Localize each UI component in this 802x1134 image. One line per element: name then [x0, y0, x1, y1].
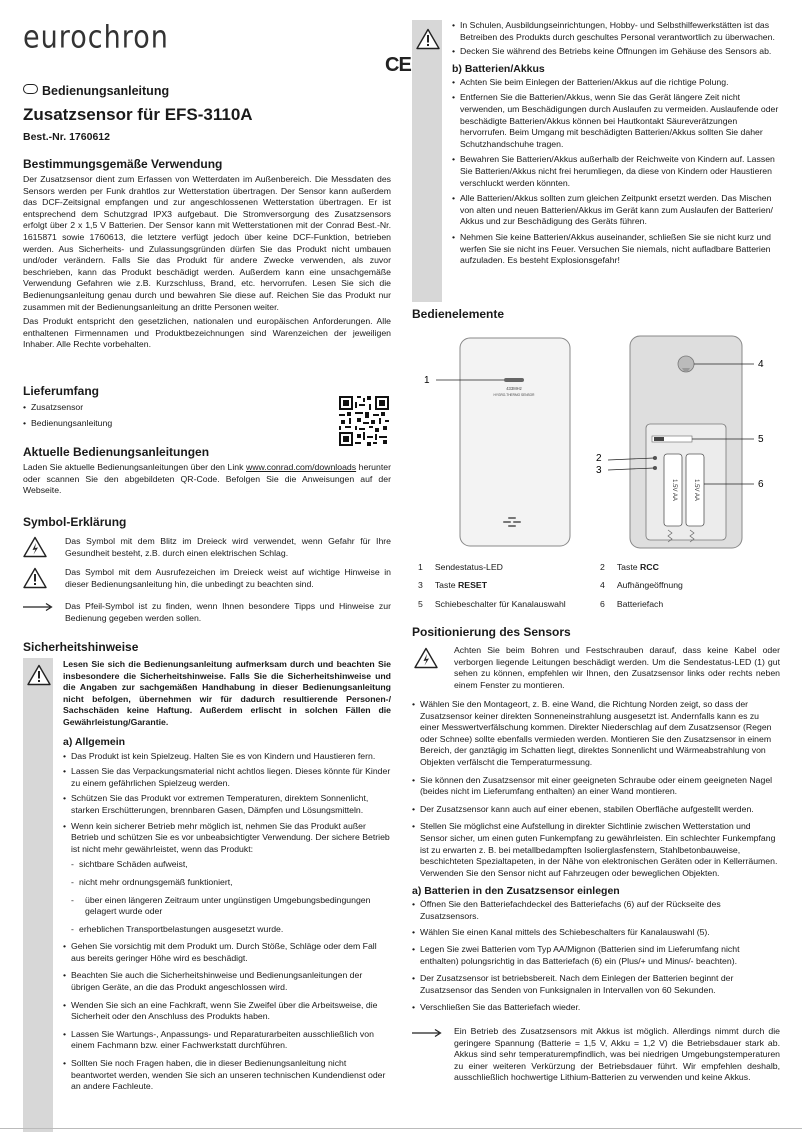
legend-bold: RESET — [458, 580, 487, 590]
list-item: • Zusatzsensor — [23, 402, 313, 414]
manuals-heading: Aktuelle Bedienungsanleitungen — [23, 445, 210, 459]
safety-section — [23, 640, 391, 654]
general-heading: a) Allgemein — [63, 735, 126, 748]
controls-heading: Bedienelemente — [412, 307, 505, 321]
manuals-section — [23, 445, 391, 497]
list-item: • Das Produkt ist kein Spielzeug. Halten Sie es von Kindern und Haustieren fern. — [63, 751, 391, 763]
de-oval-icon — [23, 84, 38, 94]
intended-use-section — [23, 157, 391, 351]
callout-4: 4 — [758, 359, 764, 370]
list-item: • Bewahren Sie Batterien/Akkus außerhalb der Reichweite von Kindern auf. Lassen Sie Batterien/Akkus nicht frei herumliegen, da diese von Kindern oder Haustieren verschluckt werden könnten. — [452, 154, 780, 189]
safety-continued-bar — [412, 20, 442, 302]
conditions-list — [63, 859, 391, 935]
callout-1: 1 — [424, 375, 430, 386]
exclamation-warning-icon — [23, 567, 47, 589]
battery-insert-heading: a) Batterien in den Zusatzsensor einlegen — [412, 885, 620, 898]
list-item: • Achten Sie beim Einlegen der Batterien/Akkus auf die richtige Polung. — [452, 77, 780, 89]
list-item: - über einen längeren Zeitraum unter ungünstigen Umgebungsbedingungen gelagert wurde oder — [71, 895, 391, 918]
scope-list — [23, 402, 313, 429]
list-item: • Sie können den Zusatzsensor mit einer geeigneten Schraube oder einem geeigneten Nagel (beides nicht im Lieferumfang enthalten) an einer Wand montieren. — [412, 775, 780, 798]
legend-text: Sendestatus-LED — [434, 562, 503, 572]
lightning-warning-icon — [23, 536, 47, 558]
list-item: • Bedienungsanleitung — [23, 418, 313, 430]
callout-3: 3 — [596, 465, 602, 476]
sensor-back — [630, 336, 742, 548]
tip-text: Ein Betrieb des Zusatzsensors mit Akkus ist möglich. Allerdings nimmt durch die geringere Spannung (Batterie = 1,5 V, Akku = 1,2 V) die Betriebsdauer stark ab. Akkus sind sehr temperaturempfindlich, was bei niedrigen Umgebungstemperaturen zu einer weiteren Verkürzung der Betriebsdauer führt. Wir empfehlen deshalb, ausschließlich hochwertige Lithium-Batterien zu verwenden und keine Akkus. — [454, 1026, 780, 1083]
battery-safety-heading: b) Batterien/Akkus — [452, 62, 545, 75]
positioning-list — [412, 699, 780, 879]
list-item: • In Schulen, Ausbildungseinrichtungen, Hobby- und Selbsthilfewerkstätten ist das Betreiben des Produkts durch geschultes Personal verantwortlich zu überwachen. — [452, 20, 780, 43]
tip-row — [412, 1026, 780, 1086]
legend-num: 3 — [418, 580, 423, 590]
positioning-warning-text: Achten Sie beim Bohren und Festschrauben darauf, dass keine Kabel oder verborgen liegende Leitungen beschädigt werden. Um die Sendestatus-LED (1) gut sehen zu können, empfehlen wir Ihnen, den Zusatzsensor links oder rechts neben einem Fenster zu montieren. — [454, 645, 780, 690]
list-item: • Der Zusatzsensor ist betriebsbereit. Nach dem Einlegen der Batterien beginnt der Zusatzsensor das Senden von Funksignalen in Intervallen von 60 Sekunden. — [412, 973, 780, 996]
list-item: • Lassen Sie Wartungs-, Anpassungs- und Reparaturarbeiten ausschließlich von einem Fachmann bzw. einer Fachwerkstatt durchführen. — [63, 1029, 391, 1052]
legend-num: 1 — [418, 562, 423, 572]
legend-num: 2 — [600, 562, 605, 572]
legend-item-6 — [600, 599, 663, 610]
legend-text: Aufhängeöffnung — [616, 580, 683, 590]
device-illustration — [412, 332, 780, 570]
list-item: • Öffnen Sie den Batteriefachdeckel des Batteriefachs (6) auf der Rückseite des Zusatzsensors. — [412, 899, 780, 922]
positioning-warning — [412, 645, 780, 693]
intended-use-p2: Das Produkt entspricht den gesetzlichen, nationalen und europäischen Anforderungen. Alle enthaltenen Firmennamen und Produktbezeichnungen sind Warenzeichen der jeweiligen Inhaber. Alle Rechte vorbehalten. — [23, 316, 391, 350]
general-list-2 — [63, 941, 391, 1093]
safety-warning-bar — [23, 658, 53, 1132]
general-list — [63, 751, 391, 856]
legend-item-3 — [418, 580, 487, 591]
order-number: Best.-Nr. 1760612 — [23, 131, 110, 143]
legend-num: 5 — [418, 599, 423, 609]
exclamation-warning-icon — [416, 28, 440, 50]
page-title: Zusatzsensor für EFS-3110A — [23, 105, 253, 124]
list-item: - sichtbare Schäden aufweist, — [71, 859, 391, 871]
doc-type-label: Bedienungsanleitung — [42, 84, 170, 98]
legend-bold: RCC — [640, 562, 659, 572]
sensor-front — [460, 338, 570, 546]
list-item: • Sollten Sie noch Fragen haben, die in dieser Bedienungsanleitung nicht beantwortet werden, wenden Sie sich an unseren technischen Kundendienst oder an andere Fachleute. — [63, 1058, 391, 1093]
callout-6: 6 — [758, 479, 764, 490]
list-item: - nicht mehr ordnungsgemäß funktioniert, — [71, 877, 391, 889]
intended-use-heading: Bestimmungsgemäße Verwendung — [23, 157, 223, 171]
callout-5: 5 — [758, 434, 764, 445]
left-column — [23, 20, 411, 1092]
legend-item-1 — [418, 562, 503, 573]
battery-safety-list — [452, 77, 780, 267]
legend-text: Batteriefach — [616, 599, 664, 609]
manuals-text-before: Laden Sie aktuelle Bedienungsanleitungen über den Link — [23, 462, 246, 472]
manuals-text-after: herunter oder scannen Sie den abgebildeten QR-Code. Befolgen Sie die Anweisungen auf der Webseite. — [23, 462, 391, 496]
list-item: • Verschließen Sie das Batteriefach wieder. — [412, 1002, 780, 1014]
symbol-arrow-row — [23, 601, 391, 631]
legend-item-4 — [600, 580, 683, 591]
downloads-link[interactable]: www.conrad.com/downloads — [245, 462, 357, 472]
tip-arrow-icon — [23, 602, 53, 612]
legend-text: Taste — [434, 580, 459, 590]
list-item: • Wählen Sie den Montageort, z. B. eine Wand, die Richtung Norden zeigt, so dass der Zusatzsensor keiner direkten Sonneneinstrahlung ausgesetzt ist. Andernfalls kann es zu einer Messwertverfälschung kommen. Direkter Niederschlag auf dem Zusatzsensor (Regen oder Schnee) sollte ebenfalls vermieden werden. Montieren Sie den Zusatzsensor in einem Bereich, der ganztägig im Schatten liegt, direktes Sonnenlicht und Wärmeabstrahlung von Objekten verfälscht die Temperaturmessung. — [412, 699, 780, 769]
list-item: • Alle Batterien/Akkus sollten zum gleichen Zeitpunkt ersetzt werden. Das Mischen von alten und neuen Batterien/Akkus im Gerät kann zum Auslaufen der Batterien/ Akkus und zur Beschädigung des Geräts führen. — [452, 193, 780, 228]
callout-2: 2 — [596, 453, 602, 464]
legend-item-2 — [600, 562, 659, 573]
symbol-arrow-text: Das Pfeil-Symbol ist zu finden, wenn Ihnen besondere Tipps und Hinweise zur Bedienung gegeben werden sollen. — [65, 601, 391, 623]
safety-body — [63, 659, 391, 1093]
front-label-2: HYGRO-THERMO SENSOR — [493, 393, 535, 397]
battery-label-2: 1.5V AA — [693, 479, 699, 501]
legend-text: Taste — [616, 562, 641, 572]
legend-num: 4 — [600, 580, 605, 590]
battery-label-1: 1.5V AA — [671, 479, 677, 501]
symbols-section — [23, 515, 391, 529]
list-item: • Gehen Sie vorsichtig mit dem Produkt um. Durch Stöße, Schläge oder dem Fall aus bereits geringer Höhe wird es beschädigt. — [63, 941, 391, 964]
positioning-heading: Positionierung des Sensors — [412, 625, 571, 639]
lightning-warning-icon — [414, 647, 438, 669]
list-item: • Schützen Sie das Produkt vor extremen Temperaturen, direktem Sonnenlicht, starken Erschütterungen, brennbaren Gasen, Dämpfen und Lösungsmitteln. — [63, 793, 391, 816]
qr-code[interactable] — [339, 396, 389, 446]
legend-item-5 — [418, 599, 566, 610]
symbol-exclamation-text: Das Symbol mit dem Ausrufezeichen im Dreieck weist auf wichtige Hinweise in dieser Bedienungsanleitung hin, die unbedingt zu beachten sind. — [65, 567, 391, 589]
list-item: - erheblichen Transportbelastungen ausgesetzt wurde. — [71, 924, 391, 936]
positioning-list-block — [412, 699, 780, 1014]
safety-heading: Sicherheitshinweise — [23, 640, 139, 654]
list-item: • Der Zusatzsensor kann auch auf einer ebenen, stabilen Oberfläche aufgestellt werden. — [412, 804, 780, 816]
controls-section — [412, 307, 780, 321]
list-item: • Lassen Sie das Verpackungsmaterial nicht achtlos liegen. Dieses könnte für Kinder zu einem gefährlichen Spielzeug werden. — [63, 766, 391, 789]
list-item: • Wählen Sie einen Kanal mittels des Schiebeschalters für Kanalauswahl (5). — [412, 927, 780, 939]
symbol-lightning-text: Das Symbol mit dem Blitz im Dreieck wird verwendet, wenn Gefahr für Ihre Gesundheit besteht, z.B. durch einen elektrischen Schlag. — [65, 536, 391, 558]
safety-continued-body — [452, 20, 780, 267]
safety-intro: Lesen Sie sich die Bedienungsanleitung aufmerksam durch und beachten Sie insbesondere die Sicherheitshinweise. Falls Sie die Sicherheitshinweise und die Angaben zur sachgemäßen Handhabung in dieser Bedienungsanleitung nicht befolgen, übernehmen wir für dadurch resultierende Personen-/ Sachschäden keine Haftung. Außerdem erlischt in solchen Fällen die Gewährleistung/Garantie. — [63, 659, 391, 727]
battery-insert-list — [412, 899, 780, 1014]
symbol-lightning-row — [23, 536, 391, 566]
status-led — [504, 378, 524, 382]
list-item: • Wenden Sie sich an eine Fachkraft, wenn Sie Zweifel über die Arbeitsweise, die Sicherheit oder den Anschluss des Produkts haben. — [63, 1000, 391, 1023]
list-item: • Stellen Sie möglichst eine Aufstellung in direkter Sichtlinie zwischen Wetterstation und Sensor sicher, um einen guten Funkempfang zu gewährleisten. Ein schlechter Funkempfang ist zu erwarten z. B. bei metallbedampften Isolierglasfenstern, Stahlbetonbauweise, beschichteten Spezialtapeten, in der Nähe von elektronischen Geräten oder in Kellerräumen. Verwenden Sie den Sensor nicht auf Fahrzeugen oder beweglichen Objekten. — [412, 821, 780, 879]
scope-heading: Lieferumfang — [23, 384, 100, 398]
exclamation-warning-icon — [27, 664, 51, 686]
legend-text: Schiebeschalter für Kanalauswahl — [434, 599, 566, 609]
list-item: • Beachten Sie auch die Sicherheitshinweise und Bedienungsanleitungen der übrigen Geräte, an die das Produkt angeschlossen wird. — [63, 970, 391, 993]
manuals-text — [23, 462, 391, 497]
general-list-3 — [452, 20, 780, 58]
list-item: • Decken Sie während des Betriebs keine Öffnungen im Gehäuse des Sensors ab. — [452, 46, 780, 58]
footer-divider — [0, 1128, 802, 1129]
intended-use-p1: Der Zusatzsensor dient zum Erfassen von Wetterdaten im Außenbereich. Die Messdaten des Sensors werden per Funk drahtlos zur Wetterstation übertragen. Der Sensor kann außerdem das DCF-Zeitsignal empfangen und zur angeschlossenen Wetterstation übertragen. Er ist entsprechend dem Schutzgrad IPX3 aufgebaut. Die Stromversorgung des Zusatzsensors erfolgt über 2 x 1,5 V Batterien. Der Sensor kann mit Wetterstationen mit der Conrad Best.-Nr. 1615871 sowie 1760613, die letztere verfügt jedoch über keine DCF-Funktion, betrieben werden. Aus Sicherheits- und Zulassungsgründen dürfen Sie das Produkt nicht umbauen und/oder verändern. Falls Sie das Produkt für andere Zwecke verwenden, als zuvor beschrieben, kann das Produkt beschädigt werden. Außerdem kann eine unsachgemäße Verwendung Gefahren wie z.B. Kurzschluss, Brand, etc. hervorrufen. Lesen Sie sich die Bedienungsanleitung genau durch und bewahren Sie diese auf. Reichen Sie das Produkt nur zusammen mit der Bedienungsanleitung an dritte Personen weiter. — [23, 174, 391, 312]
symbols-heading: Symbol-Erklärung — [23, 515, 127, 529]
list-item: • Legen Sie zwei Batterien vom Typ AA/Mignon (Batterien sind im Lieferumfang nicht enthalten) polungsrichtig in das Batteriefach (6) ein (Plus/+ und Minus/- beachten). — [412, 944, 780, 967]
ce-mark: CE — [385, 54, 411, 76]
list-item: • Nehmen Sie keine Batterien/Akkus auseinander, schließen Sie sie nicht kurz und werfen Sie sie nicht ins Feuer. Versuchen Sie niemals, nicht aufladbare Batterien aufzuladen. Es besteht Explosionsgefahr! — [452, 232, 780, 267]
positioning-section — [412, 625, 780, 639]
doc-type — [23, 84, 169, 98]
front-label-1: 433MHz — [506, 386, 522, 391]
scope-section — [23, 384, 313, 429]
brand-logo: eurochron — [23, 20, 169, 56]
list-item: • Wenn kein sicherer Betrieb mehr möglich ist, nehmen Sie das Produkt außer Betrieb und schützen Sie es vor unbeabsichtigter Verwendung. Der sichere Betrieb ist nicht mehr gewährleistet, wenn das Produkt: — [63, 821, 391, 856]
list-item: • Entfernen Sie die Batterien/Akkus, wenn Sie das Gerät längere Zeit nicht verwenden, um Beschädigungen durch Auslaufen zu vermeiden. Auslaufende oder beschädigte Batterien/Akkus können bei Hautkontakt Säureverätzungen hervorrufen. Beim Umgang mit beschädigten Batterien/Akkus sollten Sie daher Schutzhandschuhe tragen. — [452, 92, 780, 150]
legend-num: 6 — [600, 599, 605, 609]
symbol-exclamation-row — [23, 567, 391, 597]
tip-arrow-icon — [412, 1028, 442, 1038]
